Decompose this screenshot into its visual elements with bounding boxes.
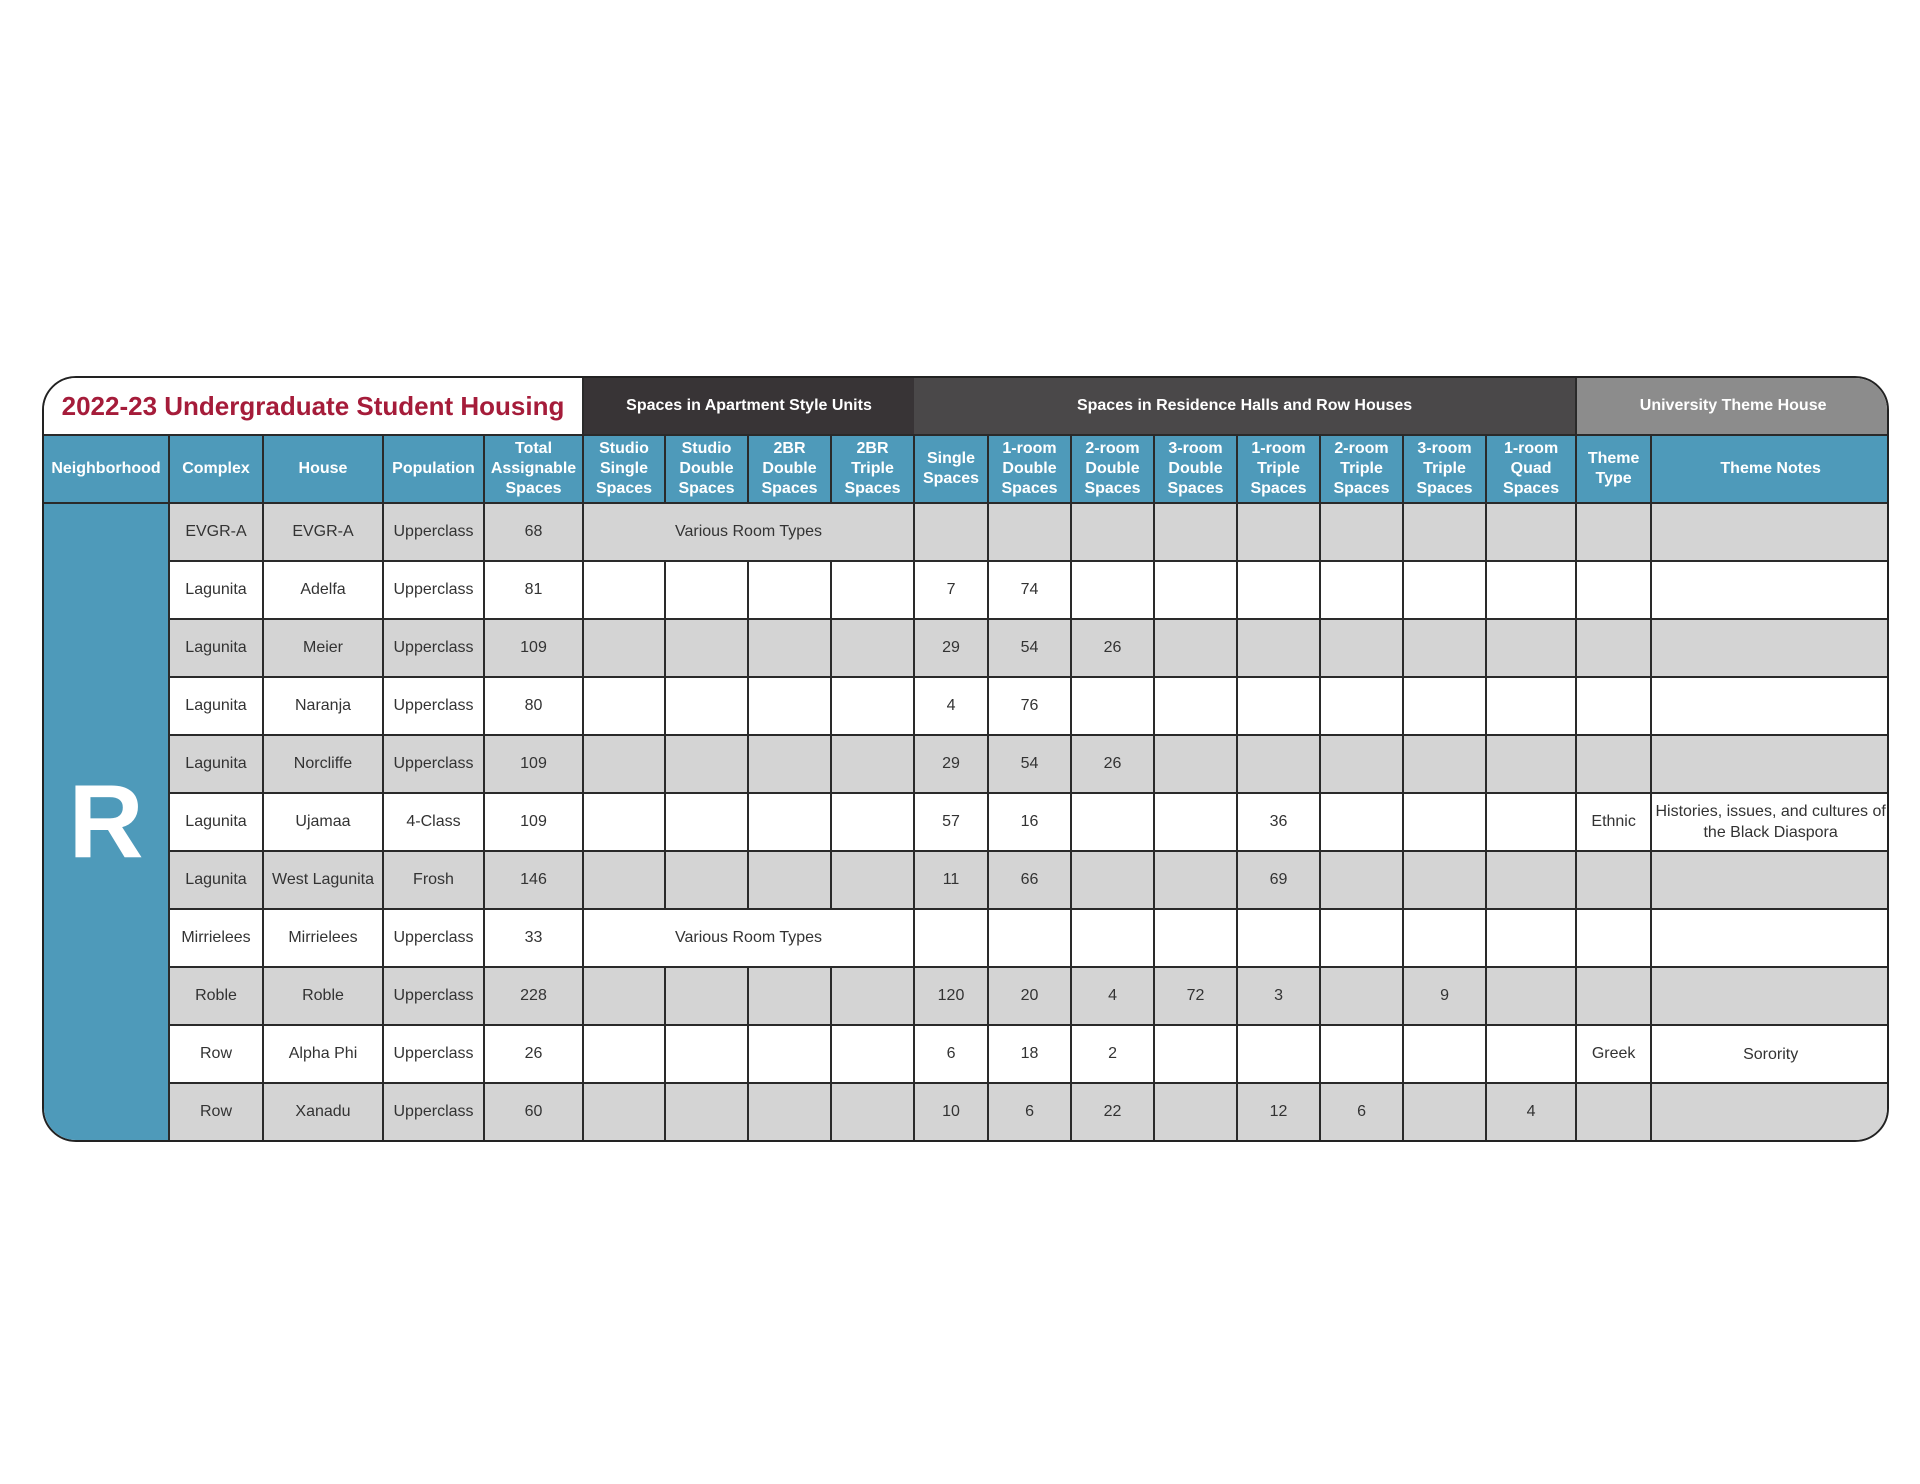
- cell-population: 4-Class: [383, 793, 484, 851]
- cell-population: Upperclass: [383, 967, 484, 1025]
- cell-r1-triple: [1237, 561, 1320, 619]
- cell-house: Meier: [263, 619, 383, 677]
- cell-br2-double: [748, 561, 831, 619]
- column-header-theme-notes: Theme Notes: [1651, 435, 1889, 503]
- cell-r3-double: [1154, 1025, 1237, 1083]
- cell-r1-quad: [1486, 967, 1576, 1025]
- cell-house: Xanadu: [263, 1083, 383, 1140]
- cell-single: 29: [914, 735, 988, 793]
- cell-r1-double: 74: [988, 561, 1071, 619]
- cell-house: Naranja: [263, 677, 383, 735]
- cell-population: Upperclass: [383, 909, 484, 967]
- cell-studio-single: [583, 735, 665, 793]
- cell-studio-double: [665, 735, 748, 793]
- cell-studio-double: [665, 967, 748, 1025]
- cell-theme-type: [1576, 967, 1651, 1025]
- cell-population: Upperclass: [383, 561, 484, 619]
- cell-theme-type: Greek: [1576, 1025, 1651, 1083]
- column-header-studio-single: Studio Single Spaces: [583, 435, 665, 503]
- cell-house: Ujamaa: [263, 793, 383, 851]
- cell-r1-double: 6: [988, 1083, 1071, 1140]
- cell-total: 228: [484, 967, 583, 1025]
- cell-r1-quad: [1486, 503, 1576, 561]
- cell-complex: Lagunita: [169, 677, 263, 735]
- cell-r2-double: 22: [1071, 1083, 1154, 1140]
- cell-r1-triple: 69: [1237, 851, 1320, 909]
- cell-r3-triple: [1403, 851, 1486, 909]
- cell-r2-triple: 6: [1320, 1083, 1403, 1140]
- cell-r3-triple: [1403, 793, 1486, 851]
- cell-r2-triple: [1320, 677, 1403, 735]
- cell-studio-single: [583, 967, 665, 1025]
- cell-br2-double: [748, 851, 831, 909]
- cell-r1-double: 66: [988, 851, 1071, 909]
- cell-r1-triple: [1237, 503, 1320, 561]
- cell-br2-double: [748, 735, 831, 793]
- cell-r3-double: [1154, 677, 1237, 735]
- cell-complex: Lagunita: [169, 735, 263, 793]
- cell-br2-double: [748, 619, 831, 677]
- cell-br2-triple: [831, 851, 914, 909]
- cell-theme-type: [1576, 909, 1651, 967]
- group-header-apartment: Spaces in Apartment Style Units: [583, 378, 914, 435]
- cell-theme-type: [1576, 619, 1651, 677]
- cell-studio-single: [583, 1025, 665, 1083]
- cell-r2-triple: [1320, 851, 1403, 909]
- cell-br2-triple: [831, 793, 914, 851]
- cell-r3-triple: [1403, 677, 1486, 735]
- cell-r1-double: 18: [988, 1025, 1071, 1083]
- cell-single: 10: [914, 1083, 988, 1140]
- cell-r1-double: 54: [988, 619, 1071, 677]
- cell-population: Upperclass: [383, 1083, 484, 1140]
- cell-br2-triple: [831, 1083, 914, 1140]
- table-row: [44, 1083, 1889, 1140]
- cell-single: 4: [914, 677, 988, 735]
- cell-r2-triple: [1320, 503, 1403, 561]
- cell-r2-double: [1071, 851, 1154, 909]
- cell-theme-notes: [1651, 967, 1889, 1025]
- cell-various-room-types: Various Room Types: [583, 909, 914, 967]
- table-body: [44, 503, 1889, 1140]
- cell-single: 120: [914, 967, 988, 1025]
- cell-studio-single: [583, 677, 665, 735]
- cell-single: 11: [914, 851, 988, 909]
- cell-house: Norcliffe: [263, 735, 383, 793]
- cell-studio-single: [583, 851, 665, 909]
- cell-r1-triple: [1237, 735, 1320, 793]
- cell-theme-notes: [1651, 677, 1889, 735]
- cell-r3-double: [1154, 561, 1237, 619]
- column-header-2br-double: 2BR Double Spaces: [748, 435, 831, 503]
- cell-theme-notes: [1651, 561, 1889, 619]
- cell-complex: Row: [169, 1025, 263, 1083]
- cell-theme-type: [1576, 677, 1651, 735]
- column-header-complex: Complex: [169, 435, 263, 503]
- cell-theme-notes: Sorority: [1651, 1025, 1889, 1083]
- cell-studio-double: [665, 1083, 748, 1140]
- cell-studio-double: [665, 1025, 748, 1083]
- cell-population: Upperclass: [383, 1025, 484, 1083]
- cell-studio-double: [665, 677, 748, 735]
- cell-r3-double: [1154, 619, 1237, 677]
- cell-r2-double: [1071, 677, 1154, 735]
- cell-r1-double: [988, 503, 1071, 561]
- cell-r2-double: [1071, 909, 1154, 967]
- cell-br2-triple: [831, 967, 914, 1025]
- cell-studio-double: [665, 619, 748, 677]
- cell-br2-double: [748, 967, 831, 1025]
- column-header-neighborhood: Neighborhood: [44, 435, 169, 503]
- cell-theme-notes: [1651, 619, 1889, 677]
- cell-r1-triple: 3: [1237, 967, 1320, 1025]
- cell-br2-triple: [831, 1025, 914, 1083]
- cell-house: Mirrielees: [263, 909, 383, 967]
- cell-complex: Lagunita: [169, 793, 263, 851]
- cell-br2-triple: [831, 735, 914, 793]
- cell-total: 68: [484, 503, 583, 561]
- cell-r1-quad: [1486, 735, 1576, 793]
- cell-theme-notes: [1651, 735, 1889, 793]
- cell-r2-triple: [1320, 909, 1403, 967]
- cell-population: Upperclass: [383, 619, 484, 677]
- table-row: [44, 1025, 1889, 1083]
- cell-theme-notes: [1651, 851, 1889, 909]
- group-header-residence: Spaces in Residence Halls and Row Houses: [914, 378, 1576, 435]
- cell-total: 146: [484, 851, 583, 909]
- cell-r1-quad: [1486, 677, 1576, 735]
- cell-complex: Roble: [169, 967, 263, 1025]
- housing-table: [44, 378, 1889, 1140]
- cell-r3-double: [1154, 1083, 1237, 1140]
- neighborhood-cell: R: [44, 503, 169, 1140]
- cell-complex: Row: [169, 1083, 263, 1140]
- table-row: [44, 503, 1889, 561]
- cell-complex: Lagunita: [169, 851, 263, 909]
- cell-total: 81: [484, 561, 583, 619]
- column-header-house: House: [263, 435, 383, 503]
- cell-r3-triple: [1403, 1083, 1486, 1140]
- column-header-1room-double: 1-room Double Spaces: [988, 435, 1071, 503]
- cell-r1-double: 54: [988, 735, 1071, 793]
- column-header-studio-double: Studio Double Spaces: [665, 435, 748, 503]
- cell-complex: Lagunita: [169, 619, 263, 677]
- cell-r1-quad: [1486, 851, 1576, 909]
- cell-theme-type: [1576, 503, 1651, 561]
- cell-house: Adelfa: [263, 561, 383, 619]
- cell-population: Frosh: [383, 851, 484, 909]
- cell-r2-double: 26: [1071, 619, 1154, 677]
- cell-r3-double: [1154, 909, 1237, 967]
- table-row: [44, 677, 1889, 735]
- cell-br2-triple: [831, 561, 914, 619]
- page-title: 2022-23 Undergraduate Student Housing: [44, 378, 583, 435]
- cell-total: 109: [484, 619, 583, 677]
- cell-r2-double: 26: [1071, 735, 1154, 793]
- housing-table-card: [42, 376, 1889, 1142]
- cell-r1-quad: [1486, 561, 1576, 619]
- cell-single: [914, 909, 988, 967]
- column-header-2room-triple: 2-room Triple Spaces: [1320, 435, 1403, 503]
- cell-br2-triple: [831, 619, 914, 677]
- column-header-population: Population: [383, 435, 484, 503]
- table-row: [44, 967, 1889, 1025]
- cell-theme-type: [1576, 735, 1651, 793]
- cell-r2-double: 4: [1071, 967, 1154, 1025]
- column-header-total: Total Assignable Spaces: [484, 435, 583, 503]
- cell-population: Upperclass: [383, 503, 484, 561]
- cell-r1-quad: [1486, 909, 1576, 967]
- cell-theme-type: Ethnic: [1576, 793, 1651, 851]
- cell-population: Upperclass: [383, 677, 484, 735]
- cell-studio-double: [665, 561, 748, 619]
- cell-r1-triple: [1237, 1025, 1320, 1083]
- column-header-2room-double: 2-room Double Spaces: [1071, 435, 1154, 503]
- cell-r3-double: 72: [1154, 967, 1237, 1025]
- cell-br2-double: [748, 1025, 831, 1083]
- cell-r1-triple: [1237, 619, 1320, 677]
- cell-r2-triple: [1320, 1025, 1403, 1083]
- cell-complex: Lagunita: [169, 561, 263, 619]
- cell-complex: Mirrielees: [169, 909, 263, 967]
- cell-single: 6: [914, 1025, 988, 1083]
- cell-br2-double: [748, 793, 831, 851]
- cell-r3-triple: [1403, 1025, 1486, 1083]
- cell-r1-quad: [1486, 619, 1576, 677]
- column-header-1room-quad: 1-room Quad Spaces: [1486, 435, 1576, 503]
- cell-single: 29: [914, 619, 988, 677]
- cell-house: West Lagunita: [263, 851, 383, 909]
- cell-r1-triple: [1237, 677, 1320, 735]
- cell-theme-notes: [1651, 909, 1889, 967]
- cell-total: 80: [484, 677, 583, 735]
- cell-r3-double: [1154, 851, 1237, 909]
- cell-studio-double: [665, 793, 748, 851]
- cell-theme-notes: [1651, 1083, 1889, 1140]
- cell-r3-triple: [1403, 619, 1486, 677]
- cell-r1-quad: [1486, 1025, 1576, 1083]
- cell-r3-triple: [1403, 503, 1486, 561]
- group-header-theme: University Theme House: [1576, 378, 1889, 435]
- table-row: [44, 735, 1889, 793]
- cell-r1-quad: [1486, 793, 1576, 851]
- cell-studio-single: [583, 793, 665, 851]
- cell-population: Upperclass: [383, 735, 484, 793]
- cell-total: 60: [484, 1083, 583, 1140]
- table-row: [44, 561, 1889, 619]
- cell-r2-triple: [1320, 619, 1403, 677]
- cell-studio-single: [583, 619, 665, 677]
- cell-total: 26: [484, 1025, 583, 1083]
- cell-r2-double: [1071, 793, 1154, 851]
- cell-house: EVGR-A: [263, 503, 383, 561]
- cell-r3-double: [1154, 793, 1237, 851]
- cell-single: 57: [914, 793, 988, 851]
- cell-r1-double: 20: [988, 967, 1071, 1025]
- cell-various-room-types: Various Room Types: [583, 503, 914, 561]
- cell-r2-double: [1071, 561, 1154, 619]
- table-row: [44, 793, 1889, 851]
- cell-r2-double: [1071, 503, 1154, 561]
- cell-r2-triple: [1320, 735, 1403, 793]
- column-header-3room-triple: 3-room Triple Spaces: [1403, 435, 1486, 503]
- cell-br2-double: [748, 677, 831, 735]
- cell-r2-triple: [1320, 967, 1403, 1025]
- cell-studio-single: [583, 561, 665, 619]
- cell-r2-triple: [1320, 561, 1403, 619]
- cell-r1-triple: 12: [1237, 1083, 1320, 1140]
- cell-r3-triple: [1403, 735, 1486, 793]
- cell-single: [914, 503, 988, 561]
- cell-studio-double: [665, 851, 748, 909]
- table-row: [44, 909, 1889, 967]
- cell-r1-quad: 4: [1486, 1083, 1576, 1140]
- cell-complex: EVGR-A: [169, 503, 263, 561]
- column-header-3room-double: 3-room Double Spaces: [1154, 435, 1237, 503]
- cell-r2-triple: [1320, 793, 1403, 851]
- cell-theme-type: [1576, 851, 1651, 909]
- cell-r3-triple: 9: [1403, 967, 1486, 1025]
- cell-br2-triple: [831, 677, 914, 735]
- column-header-theme-type: Theme Type: [1576, 435, 1651, 503]
- cell-house: Alpha Phi: [263, 1025, 383, 1083]
- cell-r3-double: [1154, 735, 1237, 793]
- cell-studio-single: [583, 1083, 665, 1140]
- cell-theme-type: [1576, 1083, 1651, 1140]
- cell-r3-triple: [1403, 561, 1486, 619]
- cell-r1-triple: [1237, 909, 1320, 967]
- table-row: [44, 851, 1889, 909]
- cell-total: 109: [484, 793, 583, 851]
- cell-single: 7: [914, 561, 988, 619]
- cell-r2-double: 2: [1071, 1025, 1154, 1083]
- cell-r3-double: [1154, 503, 1237, 561]
- column-header-single: Single Spaces: [914, 435, 988, 503]
- cell-total: 109: [484, 735, 583, 793]
- cell-house: Roble: [263, 967, 383, 1025]
- cell-theme-notes: Histories, issues, and cultures of the Black Diaspora: [1651, 793, 1889, 851]
- cell-r3-triple: [1403, 909, 1486, 967]
- cell-theme-notes: [1651, 503, 1889, 561]
- column-header-2br-triple: 2BR Triple Spaces: [831, 435, 914, 503]
- cell-br2-double: [748, 1083, 831, 1140]
- cell-r1-triple: 36: [1237, 793, 1320, 851]
- column-header-1room-triple: 1-room Triple Spaces: [1237, 435, 1320, 503]
- cell-r1-double: 76: [988, 677, 1071, 735]
- cell-r1-double: 16: [988, 793, 1071, 851]
- cell-total: 33: [484, 909, 583, 967]
- cell-theme-type: [1576, 561, 1651, 619]
- cell-r1-double: [988, 909, 1071, 967]
- table-row: [44, 619, 1889, 677]
